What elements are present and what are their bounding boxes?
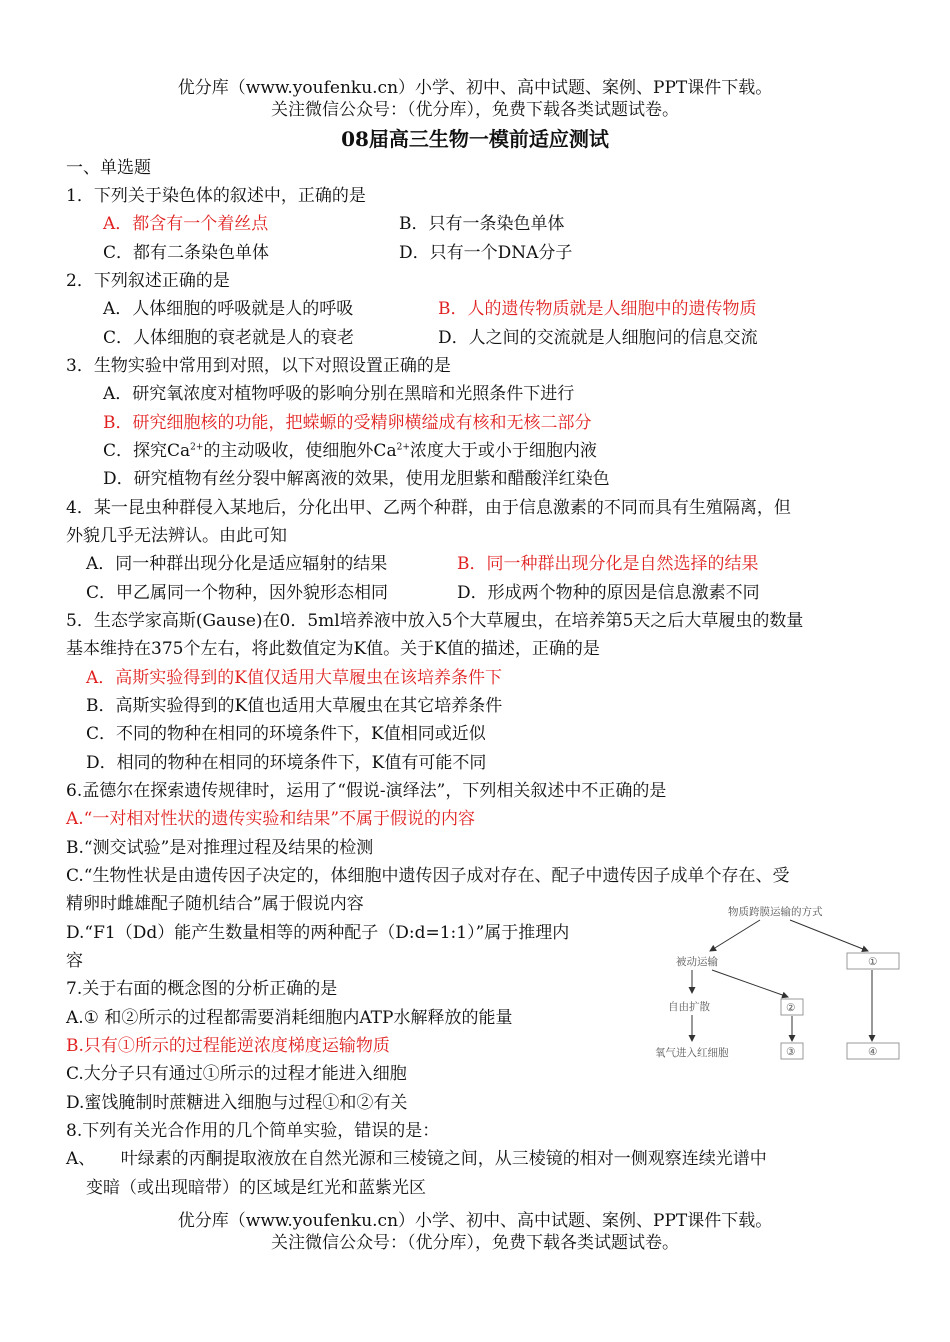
footer-line-1: 优分库（www.youfenku.cn）小学、初中、高中试题、案例、PPT课件下载。 <box>177 1211 773 1231</box>
q3-stem: 3．生物实验中常用到对照，以下对照设置正确的是 <box>66 356 451 376</box>
q4-option-b: B．同一种群出现分化是自然选择的结果 <box>457 554 759 574</box>
q1-stem: 1．下列关于染色体的叙述中，正确的是 <box>66 186 366 206</box>
q3-c-superscript-1: 2+ <box>190 442 204 453</box>
q3-c-part3: 浓度大于或小于细胞内液 <box>409 441 597 461</box>
diagram-box-2-label: ② <box>786 1002 796 1014</box>
arrow-to-passive <box>710 920 760 951</box>
diagram-box-4-label: ④ <box>868 1046 878 1058</box>
q6-option-c-line-1: C.“生物性状是由遗传因子决定的，体细胞中遗传因子成对存在、配子中遗传因子成单个存在、受 <box>66 866 790 886</box>
q3-c-part2: 的主动吸收，使细胞外Ca <box>203 441 397 461</box>
diagram-passive-label: 被动运输 <box>676 956 718 968</box>
diagram-box-1-label: ① <box>868 956 878 968</box>
q4-stem-line-2: 外貌几乎无法辨认。由此可知 <box>66 526 287 546</box>
q6-option-d-line-1: D.“F1（Dd）能产生数量相等的两种配子（D:d=1:1）”属于推理内 <box>66 923 570 943</box>
q7-stem: 7.关于右面的概念图的分析正确的是 <box>66 979 338 999</box>
q4-option-a: A．同一种群出现分化是适应辐射的结果 <box>86 554 388 574</box>
q6-option-b: B.“测交试验”是对推理过程及结果的检测 <box>66 838 374 858</box>
q7-option-d: D.蜜饯腌制时蔗糖进入细胞与过程①和②有关 <box>66 1093 408 1113</box>
diagram-box-3-label: ③ <box>786 1046 796 1058</box>
q3-c-superscript-2: 2+ <box>396 442 410 453</box>
diagram-free-diffusion-label: 自由扩散 <box>668 1001 710 1013</box>
header-line-1: 优分库（www.youfenku.cn）小学、初中、高中试题、案例、PPT课件下载。 <box>177 78 773 98</box>
q1-option-a: A．都含有一个着丝点 <box>103 214 269 234</box>
q7-option-b: B.只有①所示的过程能逆浓度梯度运输物质 <box>66 1036 390 1056</box>
arrow-to-box-2 <box>712 970 788 997</box>
q4-stem-line-1: 4．某一昆虫种群侵入某地后，分化出甲、乙两个种群，由于信息激素的不同而具有生殖隔离，但 <box>66 498 791 518</box>
header-line-2: 关注微信公众号：（优分库），免费下载各类试题试卷。 <box>271 100 679 120</box>
q3-option-c <box>103 439 597 463</box>
diagram-oxygen-label: 氧气进入红细胞 <box>655 1047 729 1059</box>
q5-stem-line-1: 5．生态学家高斯(Gause)在0．5ml培养液中放入5个大草履虫，在培养第5天之后大草履虫的数量 <box>66 611 804 631</box>
q8-stem: 8.下列有关光合作用的几个简单实验，错误的是： <box>66 1121 440 1141</box>
q5-option-a: A．高斯实验得到的K值仅适用大草履虫在该培养条件下 <box>86 668 502 688</box>
q2-option-c: C．人体细胞的衰老就是人的衰老 <box>103 328 355 348</box>
q2-option-d: D．人之间的交流就是人细胞问的信息交流 <box>438 328 758 348</box>
page-title <box>0 127 950 151</box>
q5-option-d: D．相同的物种在相同的环境条件下，K值有可能不同 <box>86 753 487 773</box>
q1-option-d: D．只有一个DNA分子 <box>399 243 573 263</box>
q2-option-a: A．人体细胞的呼吸就是人的呼吸 <box>103 299 354 319</box>
q3-c-part1: C．探究Ca <box>103 441 191 461</box>
q2-stem: 2．下列叙述正确的是 <box>66 271 230 291</box>
q3-option-d: D．研究植物有丝分裂中解离液的效果，使用龙胆紫和醋酸洋红染色 <box>103 469 610 489</box>
q3-option-b: B．研究细胞核的功能，把蝾螈的受精卵横缢成有核和无核二部分 <box>103 413 592 433</box>
q2-option-b: B．人的遗传物质就是人细胞中的遗传物质 <box>438 299 757 319</box>
footer-line-2: 关注微信公众号：（优分库），免费下载各类试题试卷。 <box>271 1233 679 1253</box>
q4-option-d: D．形成两个物种的原因是信息激素不同 <box>457 583 760 603</box>
q5-stem-line-2: 基本维持在375个左右，将此数值定为K值。关于K值的描述，正确的是 <box>66 639 600 659</box>
q5-option-c: C．不同的物种在相同的环境条件下，K值相同或近似 <box>86 724 486 744</box>
q4-option-c: C．甲乙属同一个物种，因外貌形态相同 <box>86 583 389 603</box>
q7-option-c: C.大分子只有通过①所示的过程才能进入细胞 <box>66 1064 407 1084</box>
title-grade: 08 <box>341 127 369 151</box>
q1-option-b: B．只有一条染色单体 <box>399 214 565 234</box>
section-heading: 一、单选题 <box>66 158 151 178</box>
q8-option-a-line-1: A、 叶绿素的丙酮提取液放在自然光源和三棱镜之间，从三棱镜的相对一侧观察连续光谱中 <box>66 1149 767 1169</box>
diagram-top-label: 物质跨膜运输的方式 <box>728 906 823 918</box>
q5-option-b: B．高斯实验得到的K值也适用大草履虫在其它培养条件 <box>86 696 503 716</box>
q3-option-a: A．研究氧浓度对植物呼吸的影响分别在黑暗和光照条件下进行 <box>103 384 575 404</box>
q7-option-a: A.① 和②所示的过程都需要消耗细胞内ATP水解释放的能量 <box>66 1008 513 1028</box>
q6-stem: 6.孟德尔在探索遗传规律时，运用了“假说-演绎法”，下列相关叙述中不正确的是 <box>66 781 667 801</box>
q6-option-d-line-2: 容 <box>66 951 83 971</box>
membrane-transport-concept-map <box>650 893 915 1071</box>
q1-option-c: C．都有二条染色单体 <box>103 243 270 263</box>
q6-option-c-line-2: 精卵时雌雄配子随机结合”属于假说内容 <box>66 894 364 914</box>
title-text: 届高三生物一模前适应测试 <box>368 127 609 151</box>
q8-option-a-line-2: 变暗（或出现暗带）的区域是红光和蓝紫光区 <box>86 1178 426 1198</box>
arrow-to-box-1 <box>790 920 868 951</box>
q6-option-a: A.“一对相对性状的遗传实验和结果”不属于假说的内容 <box>66 809 476 829</box>
